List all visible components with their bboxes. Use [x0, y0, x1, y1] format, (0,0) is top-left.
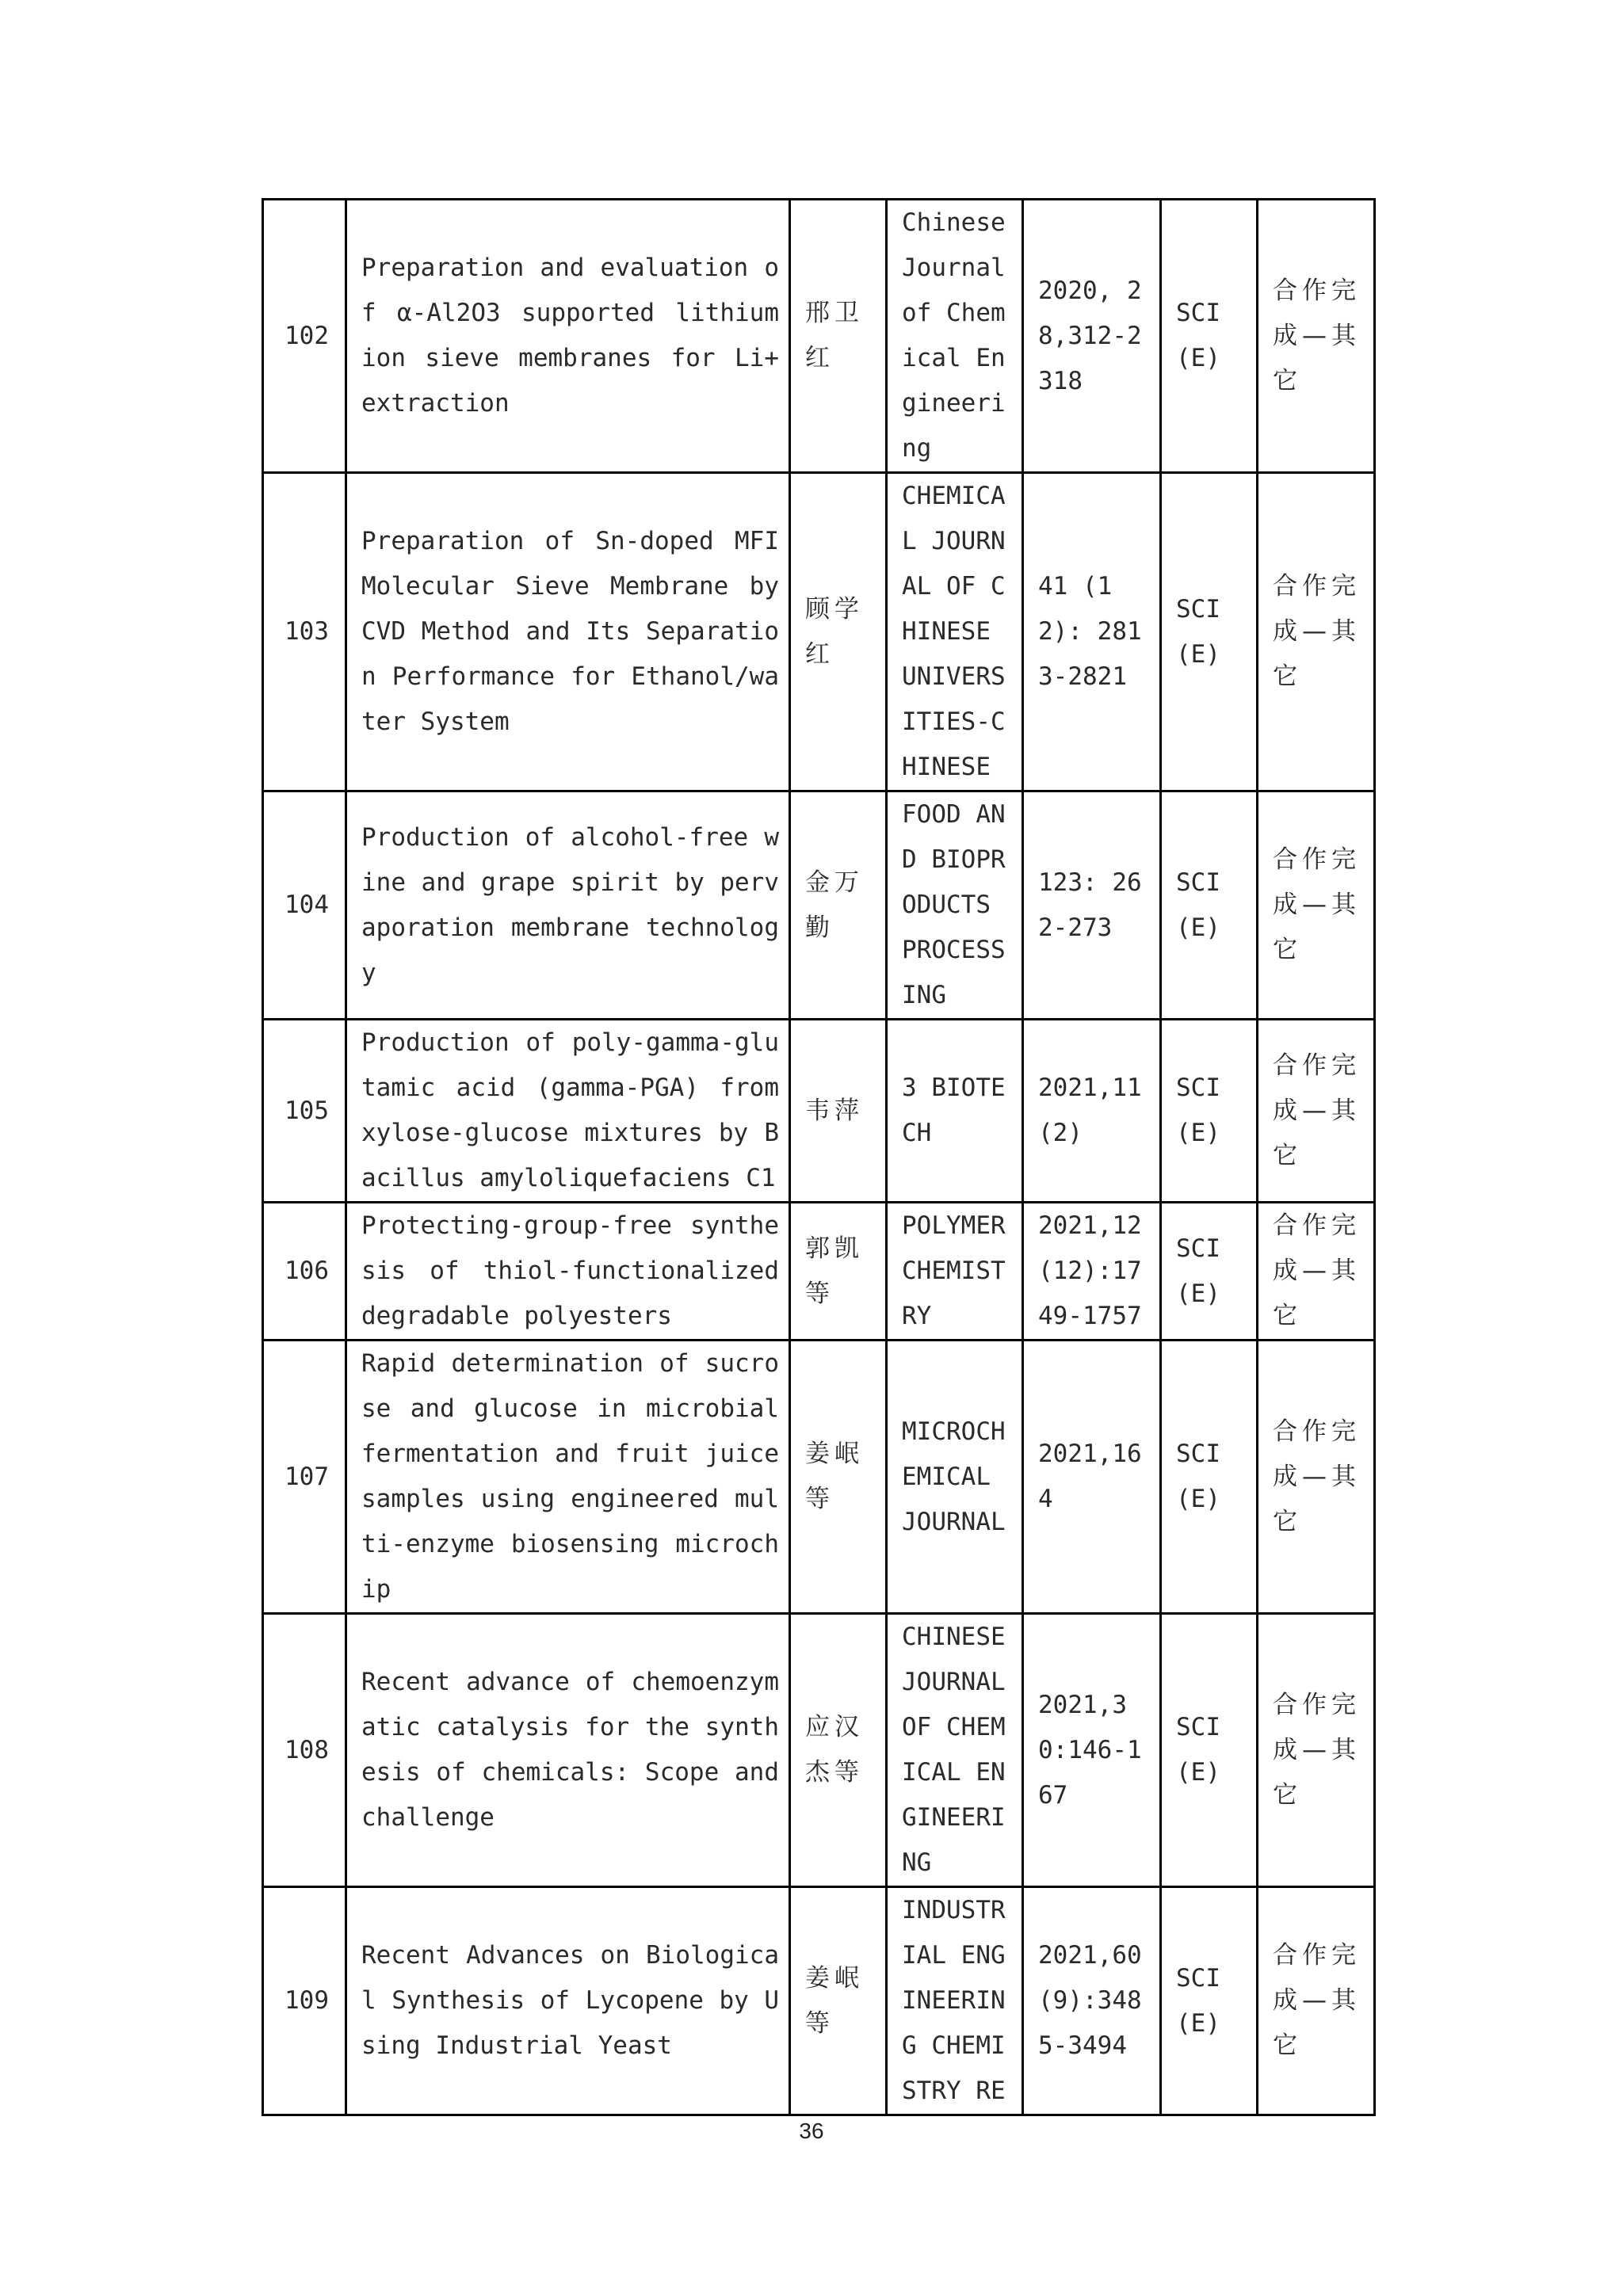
index-type: SCI(E) [1161, 1614, 1258, 1887]
volume-pages: 123: 262-273 [1023, 791, 1161, 1020]
table-row [263, 473, 1375, 791]
volume-pages: 2021,30:146-167 [1023, 1614, 1161, 1887]
paper-authors: 姜岷等 [790, 1341, 887, 1614]
completion-status: 合作完成—其它 [1258, 200, 1375, 473]
row-number: 109 [263, 1887, 346, 2115]
paper-title: Recent advance of chemoenzymatic catalysis for the synthesis of chemicals: Scope and challenge [346, 1614, 790, 1887]
journal-name: POLYMER CHEMISTRY [887, 1203, 1023, 1341]
journal-name: CHINESE JOURNAL OF CHEMICAL ENGINEERING [887, 1614, 1023, 1887]
volume-pages: 2021,12(12):1749-1757 [1023, 1203, 1161, 1341]
journal-name: Chinese Journal of Chemical Engineering [887, 200, 1023, 473]
row-number: 103 [263, 473, 346, 791]
completion-status: 合作完成—其它 [1258, 1203, 1375, 1341]
volume-pages: 2021,11(2) [1023, 1020, 1161, 1203]
completion-status: 合作完成—其它 [1258, 1341, 1375, 1614]
paper-authors: 金万勤 [790, 791, 887, 1020]
index-type: SCI(E) [1161, 1203, 1258, 1341]
volume-pages: 2021,164 [1023, 1341, 1161, 1614]
paper-title: Preparation and evaluation of α-Al2O3 supported lithium ion sieve membranes for Li+ extraction [346, 200, 790, 473]
journal-name: INDUSTRIAL ENGINEERING CHEMISTRY RE [887, 1887, 1023, 2115]
volume-pages: 2021,60(9):3485-3494 [1023, 1887, 1161, 2115]
paper-authors: 郭凯等 [790, 1203, 887, 1341]
journal-name: 3 BIOTECH [887, 1020, 1023, 1203]
paper-title: Production of alcohol-free wine and grape spirit by pervaporation membrane technology [346, 791, 790, 1020]
paper-title: Preparation of Sn-doped MFI Molecular Sieve Membrane by CVD Method and Its Separation Performance for Ethanol/water System [346, 473, 790, 791]
paper-title: Production of poly-gamma-glutamic acid (gamma-PGA) from xylose-glucose mixtures by Bacillus amyloliquefaciens C1 [346, 1020, 790, 1203]
volume-pages: 2020, 28,312-2318 [1023, 200, 1161, 473]
table-row [263, 1203, 1375, 1341]
index-type: SCI(E) [1161, 1020, 1258, 1203]
page-number: 36 [799, 2119, 824, 2143]
completion-status: 合作完成—其它 [1258, 1887, 1375, 2115]
volume-pages: 41 (12): 2813-2821 [1023, 473, 1161, 791]
paper-title: Protecting-group-free synthesis of thiol-functionalized degradable polyesters [346, 1203, 790, 1341]
row-number: 107 [263, 1341, 346, 1614]
journal-name: CHEMICAL JOURNAL OF CHINESE UNIVERSITIES-CHINESE [887, 473, 1023, 791]
completion-status: 合作完成—其它 [1258, 1614, 1375, 1887]
paper-authors: 韦萍 [790, 1020, 887, 1203]
index-type: SCI(E) [1161, 200, 1258, 473]
paper-title: Rapid determination of sucrose and glucose in microbial fermentation and fruit juice samples using engineered multi-enzyme biosensing microchip [346, 1341, 790, 1614]
journal-name: FOOD AND BIOPRODUCTS PROCESSING [887, 791, 1023, 1020]
paper-title: Recent Advances on Biological Synthesis of Lycopene by Using Industrial Yeast [346, 1887, 790, 2115]
index-type: SCI(E) [1161, 473, 1258, 791]
table-row [263, 1020, 1375, 1203]
table-row [263, 1614, 1375, 1887]
publication-table [262, 198, 1376, 2116]
row-number: 104 [263, 791, 346, 1020]
table-row [263, 200, 1375, 473]
paper-authors: 应汉杰等 [790, 1614, 887, 1887]
journal-name: MICROCHEMICAL JOURNAL [887, 1341, 1023, 1614]
index-type: SCI(E) [1161, 1341, 1258, 1614]
table-row [263, 1341, 1375, 1614]
completion-status: 合作完成—其它 [1258, 791, 1375, 1020]
paper-authors: 姜岷等 [790, 1887, 887, 2115]
table-row [263, 1887, 1375, 2115]
index-type: SCI(E) [1161, 791, 1258, 1020]
completion-status: 合作完成—其它 [1258, 1020, 1375, 1203]
paper-authors: 顾学红 [790, 473, 887, 791]
completion-status: 合作完成—其它 [1258, 473, 1375, 791]
row-number: 105 [263, 1020, 346, 1203]
table-row [263, 791, 1375, 1020]
row-number: 102 [263, 200, 346, 473]
paper-authors: 邢卫红 [790, 200, 887, 473]
row-number: 106 [263, 1203, 346, 1341]
index-type: SCI(E) [1161, 1887, 1258, 2115]
row-number: 108 [263, 1614, 346, 1887]
